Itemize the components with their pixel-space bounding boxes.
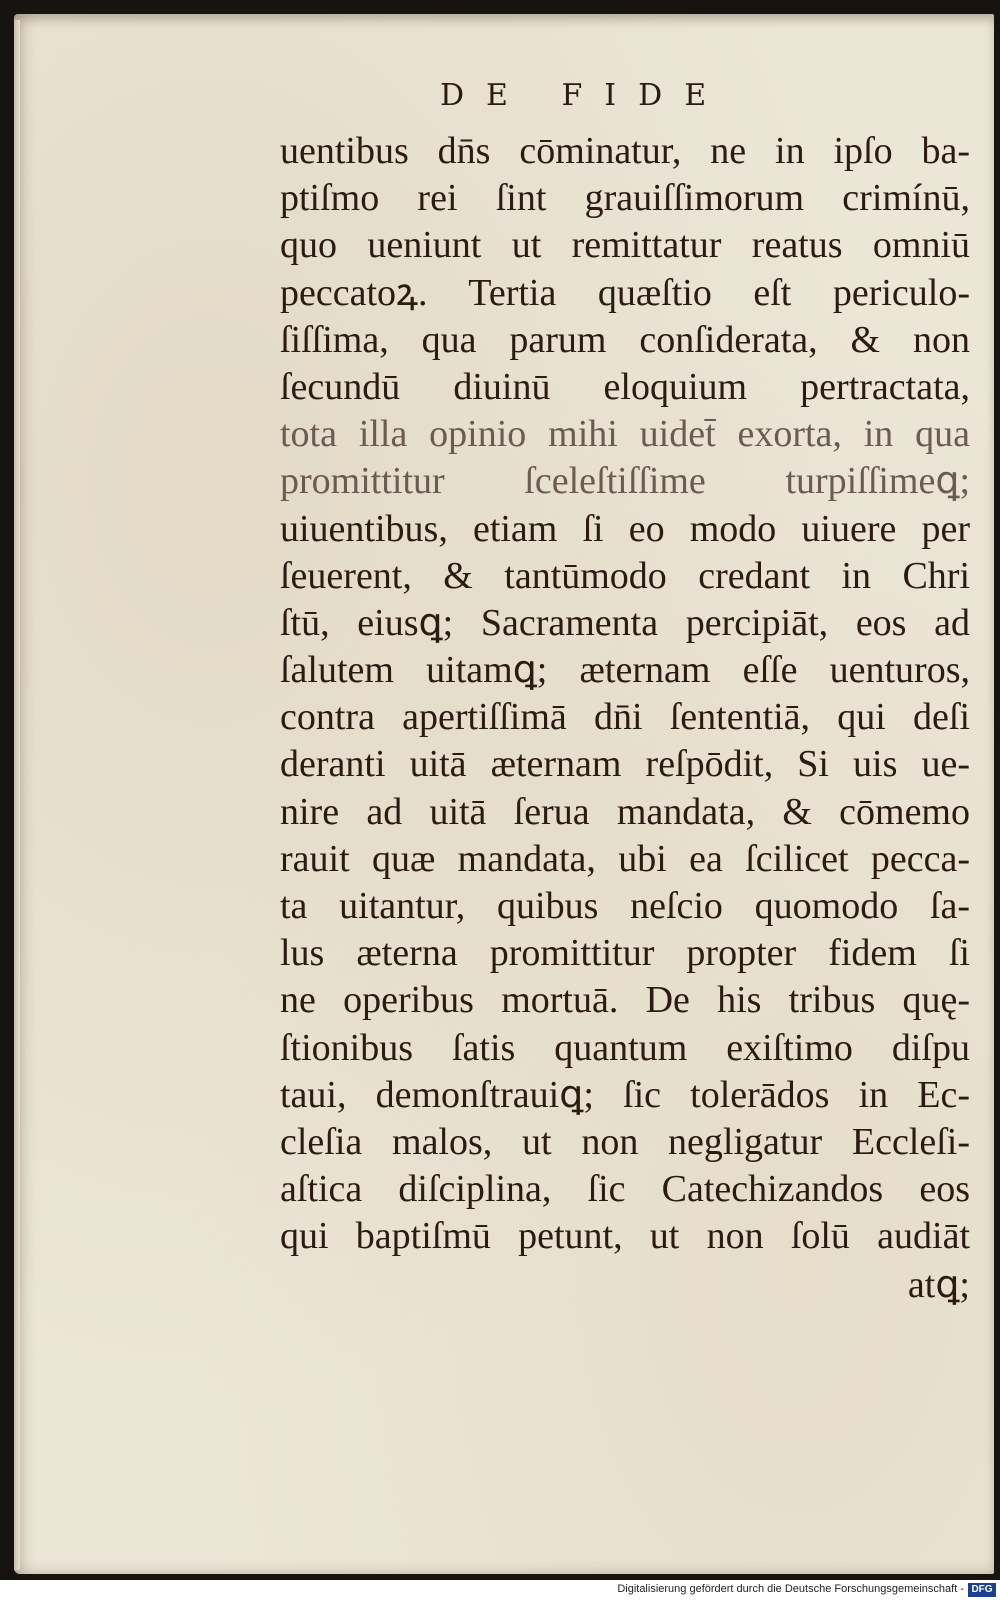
text-line-23: aſtica diſciplina, ſic Catechizandos eos xyxy=(280,1168,970,1211)
page-gutter xyxy=(14,20,20,1570)
text-line-7: tota illa opinio mihi uidet̄ exorta, in qua xyxy=(280,413,970,456)
text-line-18: lus æterna promittitur propter fidem ſi xyxy=(280,932,970,975)
text-line-11: ſtū, eiusꝗ; Sacramenta percipiāt, eos ad xyxy=(280,601,970,644)
text-line-21: taui, demonſtrauiꝗ; ſic tolerādos in Ec- xyxy=(280,1073,970,1116)
text-line-2: ptiſmo rei ſint grauiſſimorum crimínū, xyxy=(280,177,970,220)
catchword: atꝗ; xyxy=(907,1264,970,1306)
text-line-4: peccatoꝝ. Tertia quæſtio eſt periculo- xyxy=(280,271,970,314)
dfg-logo[interactable]: DFG xyxy=(968,1583,996,1597)
text-line-17: ta uitantur, quibus neſcio quomodo ſa- xyxy=(280,885,970,927)
text-line-22: cleſia malos, ut non negligatur Eccleſi- xyxy=(280,1120,970,1163)
text-line-12: ſalutem uitamꝗ; æternam eſſe uenturos, xyxy=(280,649,970,692)
text-line-6: ſecundū diuinū eloquium pertractata, xyxy=(280,365,970,408)
text-line-8: promittitur ſceleſtiſſime turpiſſimeꝗ; xyxy=(280,460,970,503)
text-line-14: deranti uitā æternam reſpōdit, Si uis ue- xyxy=(280,743,970,786)
text-line-5: ſiſſima, qua parum conſiderata, & non xyxy=(280,318,970,361)
footer-credit: Digitalisierung gefördert durch die Deutsche Forschungsgemeinschaft - xyxy=(617,1583,964,1595)
text-line-3: quo ueniunt ut remittatur reatus omniū xyxy=(280,224,970,267)
text-line-24: qui baptiſmū petunt, ut non ſolū audiāt xyxy=(280,1215,970,1258)
text-line-15: nire ad uitā ſerua mandata, & cōmemo xyxy=(280,790,970,833)
text-line-20: ſtionibus ſatis quantum exiſtimo diſpu xyxy=(280,1026,970,1069)
text-line-10: ſeuerent, & tantūmodo credant in Chri xyxy=(280,554,970,597)
text-block xyxy=(280,128,970,1261)
running-head: DE FIDE xyxy=(440,78,729,113)
text-line-13: contra apertiſſimā dn̄i ſententiā, qui deſi xyxy=(280,696,970,739)
text-line-16: rauit quæ mandata, ubi ea ſcilicet pecca- xyxy=(280,837,970,880)
text-line-19: ne operibus mortuā. De his tribus quę- xyxy=(280,979,970,1022)
text-line-1: uentibus dn̄s cōminatur, ne in ipſo ba- xyxy=(280,130,970,172)
text-line-9: uiuentibus, etiam ſi eo modo uiuere per xyxy=(280,507,970,550)
footer-bar xyxy=(0,1580,1000,1601)
